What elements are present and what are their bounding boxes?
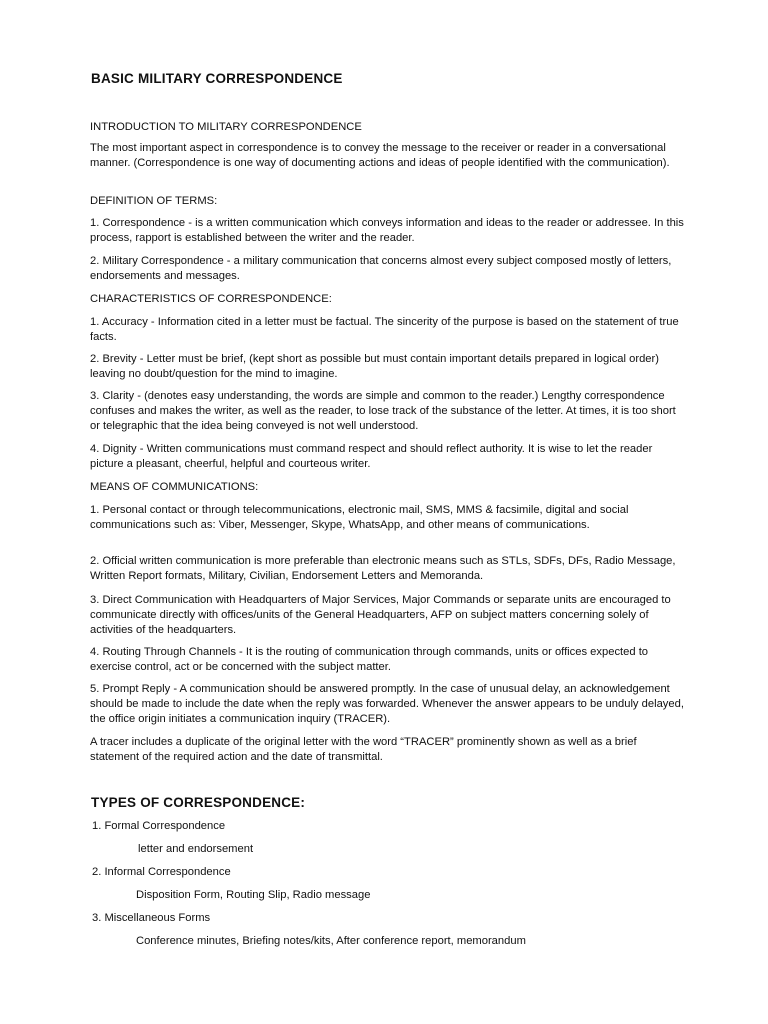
means-item-prompt-reply: 5. Prompt Reply - A communication should be answered promptly. In the case of unusual delay, an acknowledgement should be made to include the date when the reply was forwarded. Whenever the answer appears to be unduly delayed, the office origin initiates a communication inquiry (TRACER). bbox=[90, 683, 684, 725]
means-heading: MEANS OF COMMUNICATIONS: bbox=[90, 481, 259, 493]
characteristic-dignity: 4. Dignity - Written communications must command respect and should reflect authority. It is wise to let the reader picture a pleasant, cheerful, helpful and courteous writer. bbox=[90, 443, 653, 470]
means-item-direct-communication: 3. Direct Communication with Headquarters of Major Services, Major Commands or separate units are encouraged to communicate directly with offices/units of the General Headquarters, AFP on subject matters concerning solely of activities of the headquarters. bbox=[90, 594, 671, 636]
definition-item-military-correspondence: 2. Military Correspondence - a military communication that concerns almost every subject composed mostly of letters, endorsements and messages. bbox=[90, 255, 672, 282]
type-formal-label: 1. Formal Correspondence bbox=[92, 820, 226, 832]
type-formal-detail: letter and endorsement bbox=[138, 843, 254, 855]
characteristic-clarity: 3. Clarity - (denotes easy understanding, the words are simple and common to the reader.) Lengthy correspondence confuses and makes the writer, as well as the reader, to lose track of the substance of the letter. At times, it is too short or telegraphic that the idea being conveyed is not well understood. bbox=[90, 390, 676, 432]
characteristic-brevity: 2. Brevity - Letter must be brief, (kept short as possible but must contain important details prepared in logical order) leaving no doubt/question for the mind to imagine. bbox=[90, 353, 659, 380]
tracer-note: A tracer includes a duplicate of the original letter with the word “TRACER” prominently shown as well as a brief statement of the required action and the date of transmittal. bbox=[90, 736, 637, 763]
definition-heading: DEFINITION OF TERMS: bbox=[90, 195, 218, 207]
intro-paragraph: The most important aspect in correspondence is to convey the message to the receiver or reader in a conversational manner. (Correspondence is one way of documenting actions and ideas of people identified with the communication). bbox=[90, 142, 670, 169]
characteristic-accuracy: 1. Accuracy - Information cited in a letter must be factual. The sincerity of the purpose is based on the statement of true facts. bbox=[90, 316, 679, 343]
document-title: BASIC MILITARY CORRESPONDENCE bbox=[91, 71, 343, 86]
type-miscellaneous-detail: Conference minutes, Briefing notes/kits, After conference report, memorandum bbox=[136, 935, 526, 947]
type-informal-label: 2. Informal Correspondence bbox=[92, 866, 231, 878]
means-item-personal-contact: 1. Personal contact or through telecommunications, electronic mail, SMS, MMS & facsimile, digital and social communications such as: Viber, Messenger, Skype, WhatsApp, and other means of communications. bbox=[90, 504, 629, 531]
means-item-routing-channels: 4. Routing Through Channels - It is the routing of communication through commands, units or offices expected to exercise control, act or be concerned with the subject matter. bbox=[90, 646, 649, 673]
types-heading: TYPES OF CORRESPONDENCE: bbox=[91, 795, 306, 810]
type-miscellaneous-label: 3. Miscellaneous Forms bbox=[92, 912, 211, 924]
characteristics-heading: CHARACTERISTICS OF CORRESPONDENCE: bbox=[90, 293, 332, 305]
intro-heading: INTRODUCTION TO MILITARY CORRESPONDENCE bbox=[90, 121, 362, 133]
type-informal-detail: Disposition Form, Routing Slip, Radio message bbox=[136, 889, 371, 901]
definition-item-correspondence: 1. Correspondence - is a written communication which conveys information and ideas to the reader or addressee. In this process, rapport is established between the writer and the reader. bbox=[90, 217, 684, 244]
means-item-official-written: 2. Official written communication is more preferable than electronic means such as STLs, SDFs, DFs, Radio Message, Written Report formats, Military, Civilian, Endorsement Letters and Memoranda. bbox=[90, 555, 676, 582]
